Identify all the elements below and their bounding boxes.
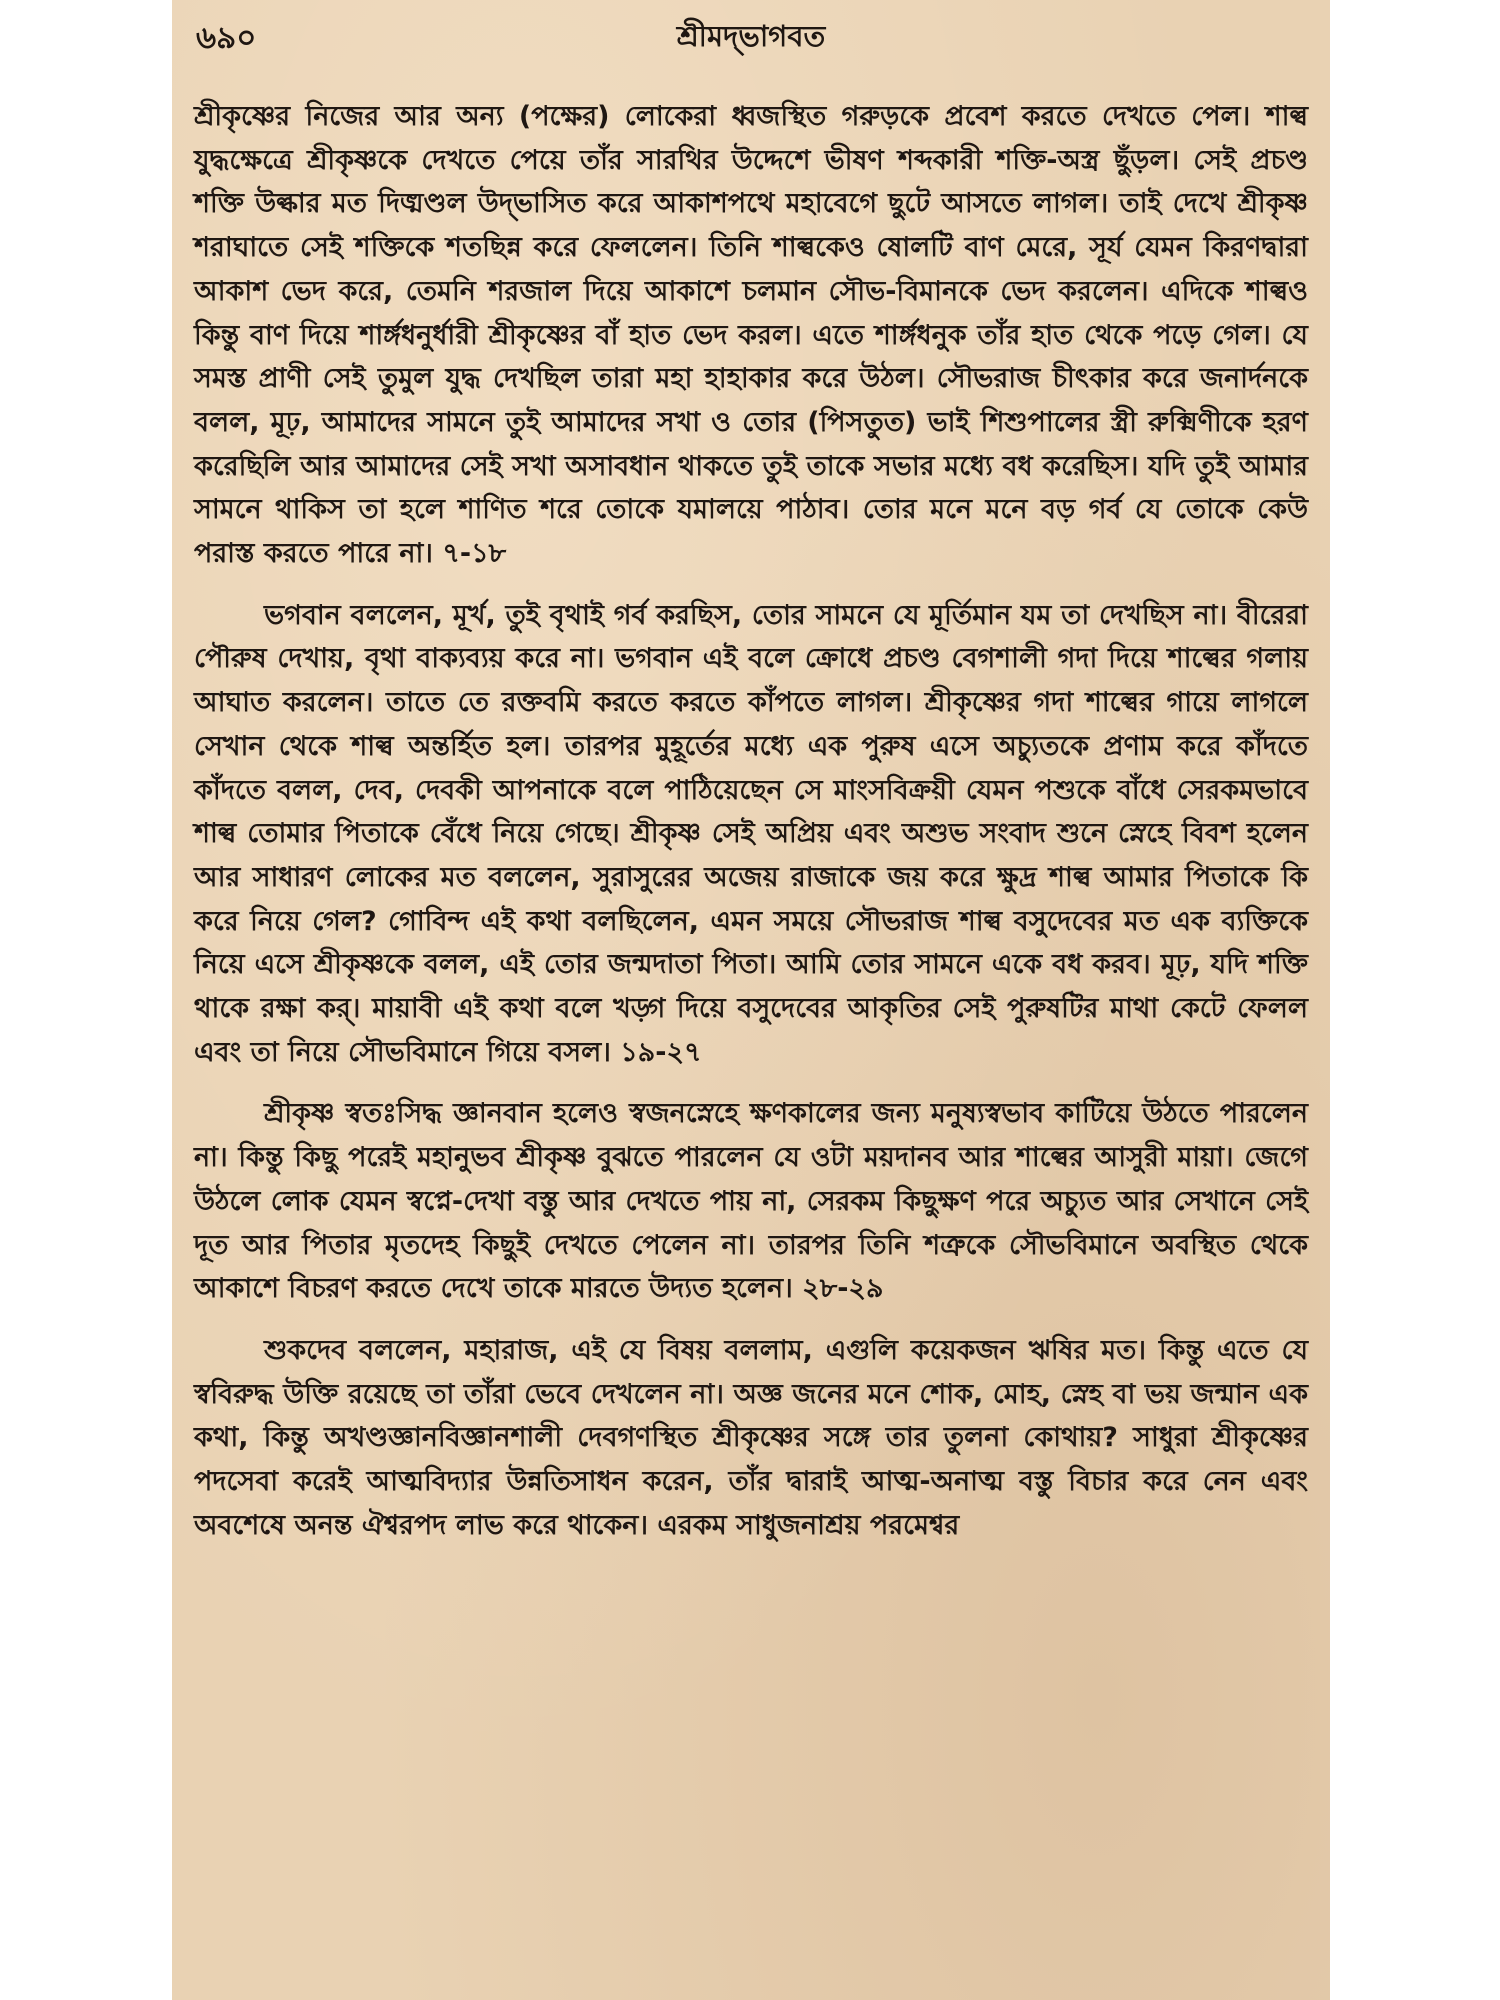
paragraph-4 — [194, 1329, 1308, 1548]
paragraph-4-text: শুকদেব বললেন, মহারাজ, এই যে বিষয় বললাম, এগুলি কয়েকজন ঋষির মত। কিন্তু এতে যে স্ববিরুদ্ধ উক্তি রয়েছে তা তাঁরা ভেবে দেখলেন না। অজ্ঞ জনের মনে শোক, মোহ, স্নেহ বা ভয় জন্মান এক কথা, কিন্তু অখণ্ডজ্ঞানবিজ্ঞানশালী দেবগণস্থিত শ্রীকৃষ্ণের সঙ্গে তার তুলনা কোথায়? সাধুরা শ্রীকৃষ্ণের পদসেবা করেই আত্মবিদ্যার উন্নতিসাধন করেন, তাঁর দ্বারাই আত্ম-অনাত্ম বস্তু বিচার করে নেন এবং অবশেষে অনন্ত ঐশ্বরপদ লাভ করে থাকেন। এরকম সাধুজনাশ্রয় পরমেশ্বর — [194, 1334, 1308, 1541]
running-title: শ্রীমদ্‌ভাগবত — [676, 19, 826, 53]
paragraph-2-text: ভগবান বললেন, মূর্খ, তুই বৃথাই গর্ব করছিস, তোর সামনে যে মূর্তিমান যম তা দেখছিস না। বীরেরা পৌরুষ দেখায়, বৃথা বাক্যব্যয় করে না। ভগবান এই বলে ক্রোধে প্রচণ্ড বেগশালী গদা দিয়ে শাল্বের গলায় আঘাত করলেন। তাতে তে রক্তবমি করতে করতে কাঁপতে লাগল। শ্রীকৃষ্ণের গদা শাল্বের গায়ে লাগলে সেখান থেকে শাল্ব অন্তর্হিত হল। তারপর মুহূর্তের মধ্যে এক পুরুষ এসে অচ্যুতকে প্রণাম করে কাঁদতে কাঁদতে বলল, দেব, দেবকী আপনাকে বলে পাঠিয়েছেন সে মাংসবিক্রয়ী যেমন পশুকে বাঁধে সেরকমভাবে শাল্ব তোমার পিতাকে বেঁধে নিয়ে গেছে। শ্রীকৃষ্ণ সেই অপ্রিয় এবং অশুভ সংবাদ শুনে স্নেহে বিবশ হলেন আর সাধারণ লোকের মত বললেন, সুরাসুরের অজেয় রাজাকে জয় করে ক্ষুদ্র শাল্ব আমার পিতাকে কি করে নিয়ে গেল? গোবিন্দ এই কথা বলছিলেন, এমন সময়ে সৌভরাজ শাল্ব বসুদেবের মত এক ব্যক্তিকে নিয়ে এসে শ্রীকৃষ্ণকে বলল, এই তোর জন্মদাতা পিতা। আমি তোর সামনে একে বধ করব। মূঢ়, যদি শক্তি থাকে রক্ষা কর্। মায়াবী এই কথা বলে খড়্গ দিয়ে বসুদেবের আকৃতির সেই পুরুষটির মাথা কেটে ফেলল এবং তা নিয়ে সৌভবিমানে গিয়ে বসল। ১৯-২৭ — [194, 599, 1308, 1068]
paragraph-1-text: শ্রীকৃষ্ণের নিজের আর অন্য (পক্ষের) লোকেরা ধ্বজস্থিত গরুড়কে প্রবেশ করতে দেখতে পেল। শাল্ব যুদ্ধক্ষেত্রে শ্রীকৃষ্ণকে দেখতে পেয়ে তাঁর সারথির উদ্দেশে ভীষণ শব্দকারী শক্তি-অস্ত্র ছুঁড়ল। সেই প্রচণ্ড শক্তি উল্কার মত দিঙ্মণ্ডল উদ্‌ভাসিত করে আকাশপথে মহাবেগে ছুটে আসতে লাগল। তাই দেখে শ্রীকৃষ্ণ শরাঘাতে সেই শক্তিকে শতছিন্ন করে ফেললেন। তিনি শাল্বকেও ষোলটি বাণ মেরে, সূর্য যেমন কিরণদ্বারা আকাশ ভেদ করে, তেমনি শরজাল দিয়ে আকাশে চলমান সৌভ-বিমানকে ভেদ করলেন। এদিকে শাল্বও কিন্তু বাণ দিয়ে শার্ঙ্গধনুর্ধারী শ্রীকৃষ্ণের বাঁ হাত ভেদ করল। এতে শার্ঙ্গধনুক তাঁর হাত থেকে পড়ে গেল। যে সমস্ত প্রাণী সেই তুমুল যুদ্ধ দেখছিল তারা মহা হাহাকার করে উঠল। সৌভরাজ চীৎকার করে জনার্দনকে বলল, মূঢ়, আমাদের সামনে তুই আমাদের সখা ও তোর (পিসতুত) ভাই শিশুপালের স্ত্রী রুক্মিণীকে হরণ করেছিলি আর আমাদের সেই সখা অসাবধান থাকতে তুই তাকে সভার মধ্যে বধ করেছিস। যদি তুই আমার সামনে থাকিস তা হলে শাণিত শরে তোকে যমালয়ে পাঠাব। তোর মনে মনে বড় গর্ব যে তোকে কেউ পরাস্ত করতে পারে না। ৭-১৮ — [194, 101, 1308, 570]
paragraph-2 — [194, 594, 1308, 1075]
page-number: ৬৯০ — [196, 20, 257, 56]
page-header — [196, 14, 1306, 64]
body-text — [194, 95, 1308, 1566]
paragraph-3-text: শ্রীকৃষ্ণ স্বতঃসিদ্ধ জ্ঞানবান হলেও স্বজনস্নেহে ক্ষণকালের জন্য মনুষ্যস্বভাব কাটিয়ে উঠতে পারলেন না। কিন্তু কিছু পরেই মহানুভব শ্রীকৃষ্ণ বুঝতে পারলেন যে ওটা ময়দানব আর শাল্বের আসুরী মায়া। জেগে উঠলে লোক যেমন স্বপ্নে-দেখা বস্তু আর দেখতে পায় না, সেরকম কিছুক্ষণ পরে অচ্যুত আর সেখানে সেই দূত আর পিতার মৃতদেহ কিছুই দেখতে পেলেন না। তারপর তিনি শত্রুকে সৌভবিমানে অবস্থিত থেকে আকাশে বিচরণ করতে দেখে তাকে মারতে উদ্যত হলেন। ২৮-২৯ — [194, 1098, 1308, 1305]
book-page — [172, 0, 1330, 2000]
paragraph-3 — [194, 1092, 1308, 1311]
paragraph-1 — [194, 95, 1308, 576]
